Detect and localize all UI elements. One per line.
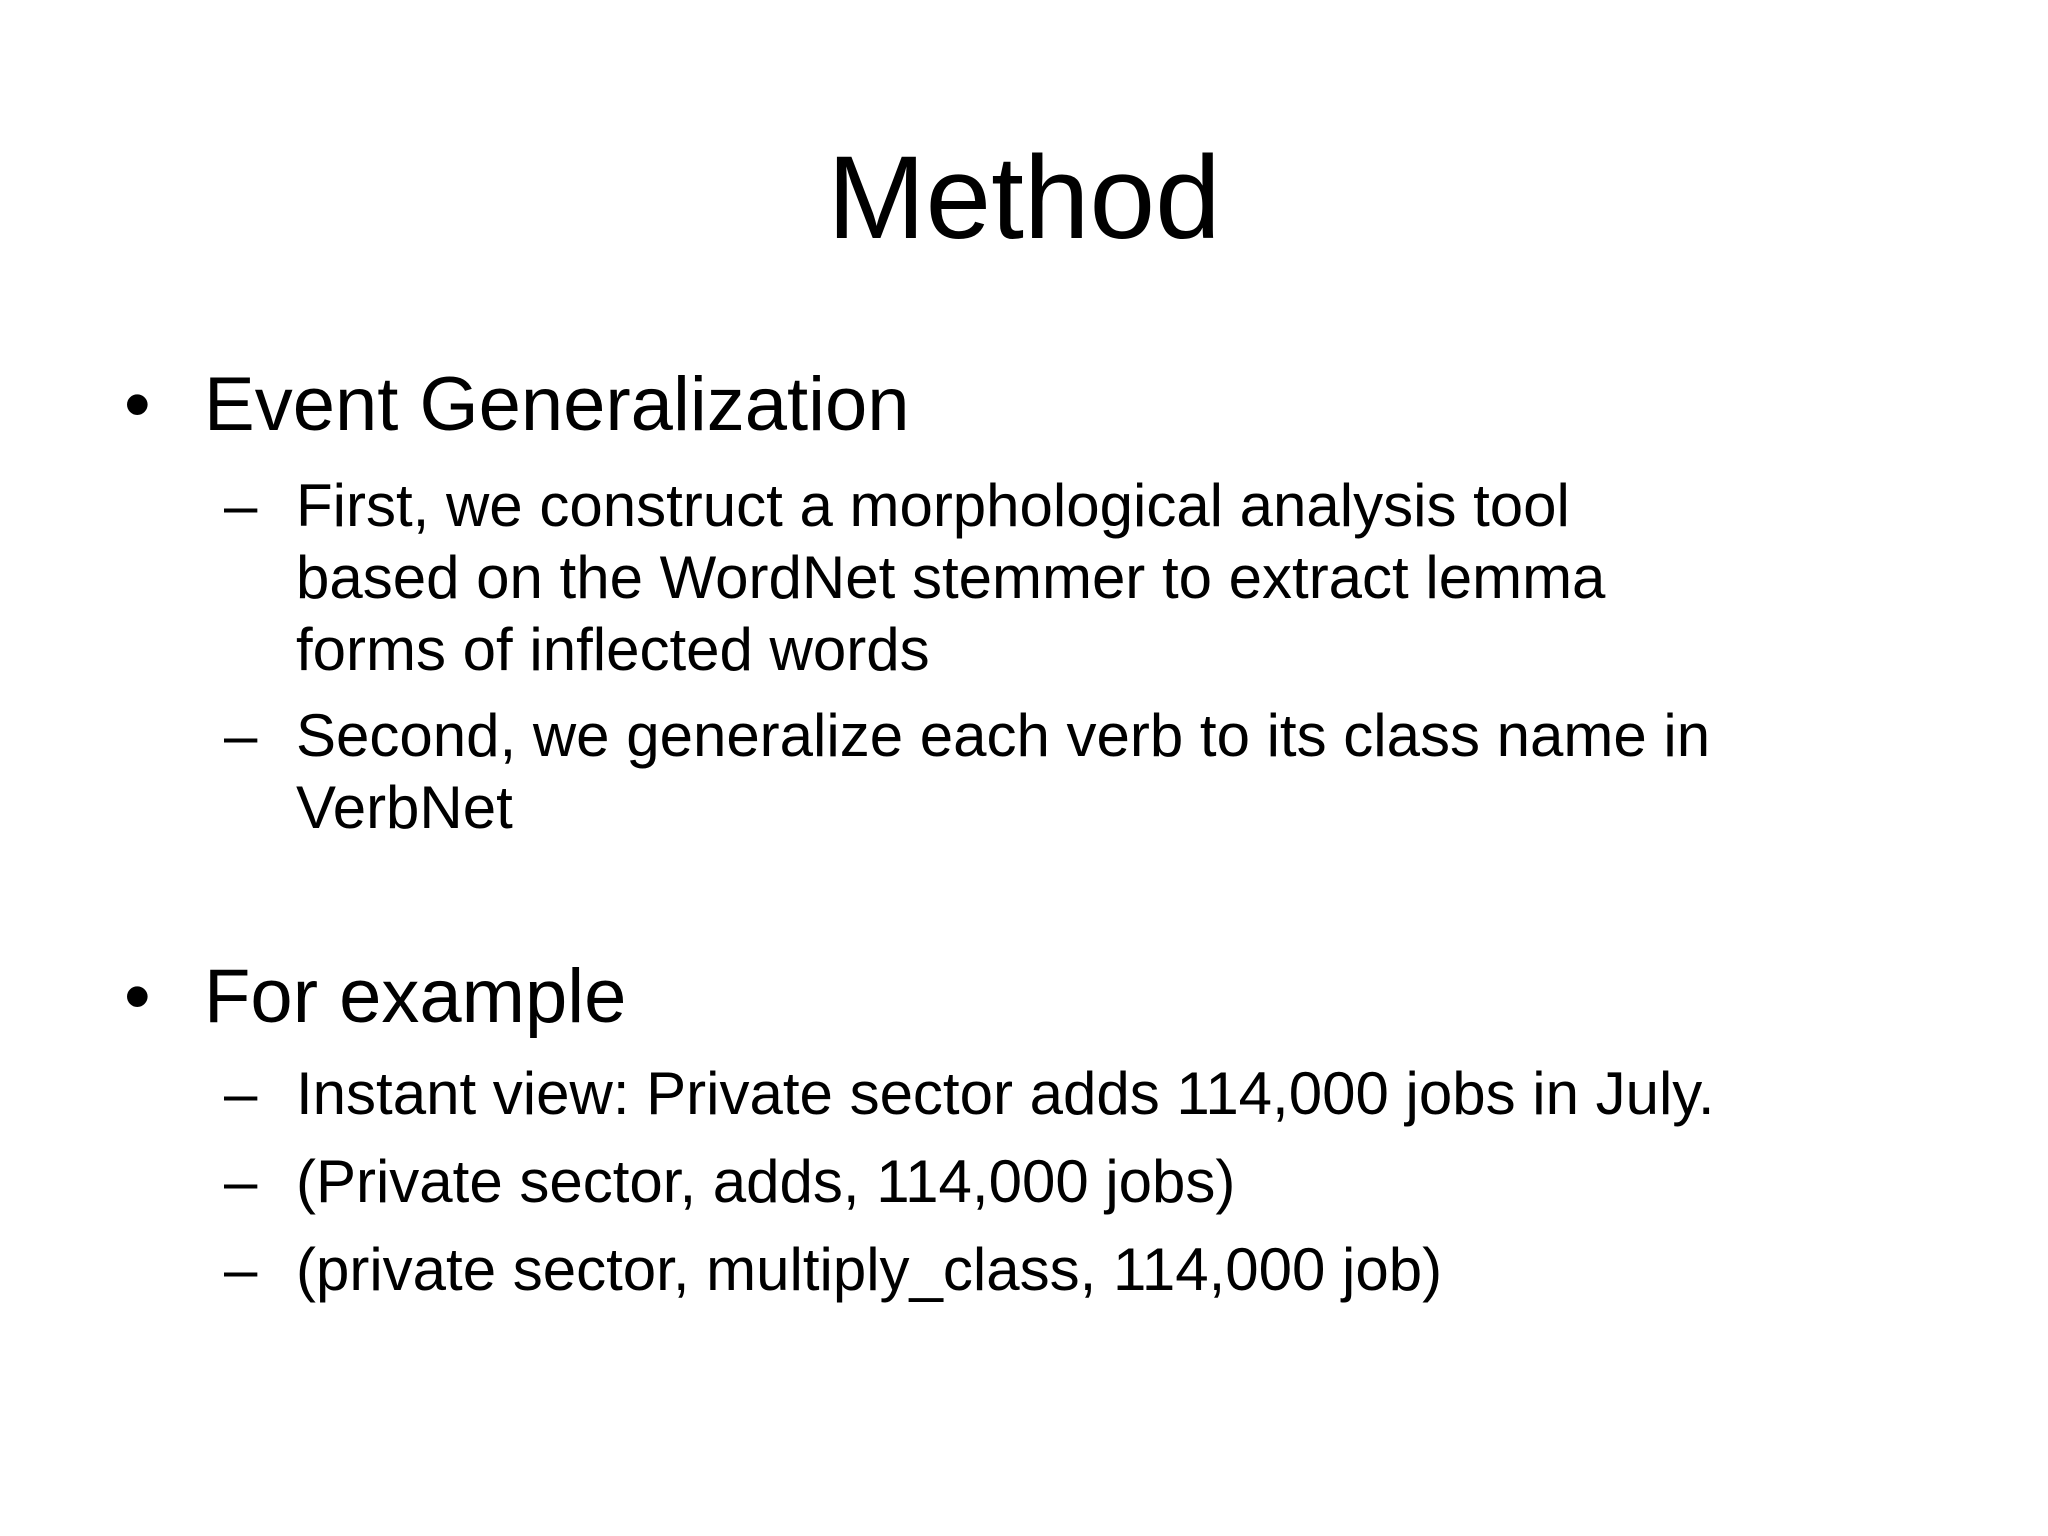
dash-marker: – <box>224 472 258 539</box>
bullet-dot: • <box>124 362 151 447</box>
sub-item <box>224 700 1924 844</box>
dash-marker: – <box>224 1148 258 1215</box>
dash-marker: – <box>224 702 258 769</box>
sub-item <box>224 470 1924 686</box>
sub-item <box>224 1058 1924 1130</box>
slide-title: Method <box>827 132 1221 264</box>
sub-item-text: Instant view: Private sector adds 114,000 jobs in July. <box>296 1060 1715 1127</box>
sub-item-text: (Private sector, adds, 114,000 jobs) <box>296 1148 1236 1215</box>
sub-item-text: First, we construct a morphological analysis tool based on the WordNet stemmer to extract lemma forms of inflected words <box>296 472 1606 683</box>
dash-marker: – <box>224 1060 258 1127</box>
sub-item-text: (private sector, multiply_class, 114,000 job) <box>296 1236 1443 1303</box>
sub-item <box>224 1234 1924 1306</box>
bullet-heading: For example <box>204 954 627 1039</box>
dash-marker: – <box>224 1236 258 1303</box>
sub-item <box>224 1146 1924 1218</box>
bullet-heading: Event Generalization <box>204 362 910 447</box>
sub-item-text: Second, we generalize each verb to its class name in VerbNet <box>296 702 1711 841</box>
bullet-dot: • <box>124 954 151 1039</box>
